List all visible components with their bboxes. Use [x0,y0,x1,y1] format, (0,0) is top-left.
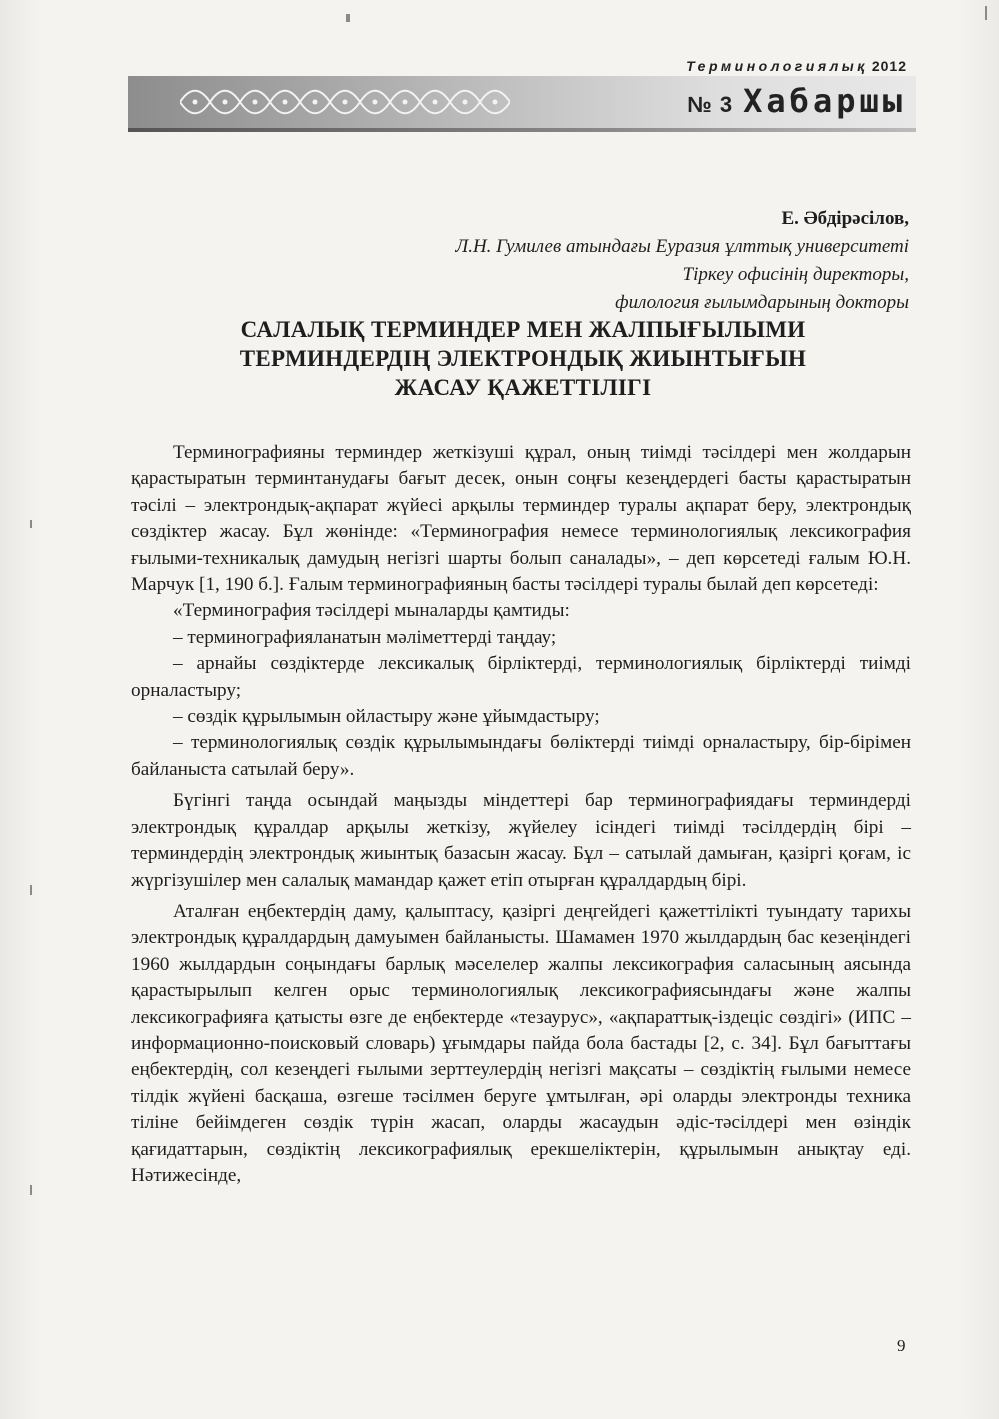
banner-underline [128,128,916,132]
journal-name: Хабаршы [743,82,906,120]
body-paragraph: Аталған еңбектердің даму, қалыптасу, қазіргі деңгейдегі қажеттілікті туындату тарихы электрондық құралдардың дамуымен байланысты. Шамамен 1970 жылдардың бас кезеңіндегі 1960 жылдардын соңындағы барлық мәселелер жалпы лексикография саласының аясында қарастырылып келген орыс терминологиялық лексикографиясындағы және жалпы лексикографияға қатысты өзге де еңбектерде «тезаурус», «ақпараттық-іздеціс сөздігі» (ИПС – информационно-поисковый словарь) ұғымдары пайда бола бастады [2, с. 34]. Бұл бағыттағы еңбектердің, сол кезеңдегі ғылыми зерттеулердің негізгі мақсаты – сөздіктің ғылыми немесе тілдік жүйені басқаша, өзгеше тәсілмен беруге ұмтылған, әрі оларды электронды техника тіліне бейімдеген сөздік түрін жасап, оларды жасаудын әдіс-тәсілдері мен өзіндік қағидаттарын, сөздіктің лексикографиялық ерекшеліктерін, құрылымын анықтау еді. Нәтижесінде, [131,900,911,1186]
journal-banner [128,76,916,128]
author-block [289,205,909,317]
article-title-line: САЛАЛЫҚ ТЕРМИНДЕР МЕН ЖАЛПЫҒЫЛЫМИ [240,317,806,342]
journal-title: Терминологиялық [686,58,868,74]
quote-list-item: – сөздік құрылымын ойластыру және ұйымдастыру; [173,706,600,728]
article-title [130,315,916,402]
author-name: Е. Әбдірәсілов, [781,208,909,229]
issue-number: № 3 [687,92,734,117]
journal-running-header [686,58,907,74]
body-paragraph: Бүгінгі таңда осындай маңызды міндеттері бар терминографиядағы терминдерді электрондық құралдар арқылы жеткізу, жүйелеу ісіндегі тиімді тәсілдердің бірі – терминдердің электрондық жиынтық базасын жасау. Бұл – сатылай дамыған, қазіргі қоғам, іс жүргізушілер мен салалық мамандар қажет етіп отырған құралдардың бірі. [131,790,911,891]
article-title-line: ЖАСАУ ҚАЖЕТТІЛІГІ [394,375,652,400]
author-affiliation: Л.Н. Гумилев атындағы Еуразия ұлттық университеті [455,236,909,257]
scan-artifact-mark [30,1185,32,1195]
scan-artifact-mark [985,6,987,20]
quote-list-item: – терминологиялық сөздік құрылымындағы бөліктерді тиімді орналастыру, бір-бірімен байланыста сатылай беру». [131,732,911,780]
article-body [131,440,911,1189]
author-position: Тіркеу офисінің директоры, [682,264,909,285]
scan-artifact-mark [30,520,32,528]
quote-intro: «Терминография тәсілдері мыналарды қамтиды: [173,600,570,622]
journal-year: 2012 [871,58,907,74]
ornament-band-icon [180,85,510,119]
quote-list-item: – терминографияланатын мәліметтерді таңдау; [173,626,557,648]
author-degree: филология ғылымдарының докторы [615,292,909,313]
article-title-line: ТЕРМИНДЕРДІҢ ЭЛЕКТРОНДЫҚ ЖИЫНТЫҒЫН [239,346,807,371]
quote-list-item: – арнайы сөздіктерде лексикалық бірліктерді, терминологиялық бірліктерді тиімді орналастыру; [131,653,911,701]
scan-artifact-mark [346,14,350,22]
scan-artifact-mark [30,885,32,895]
body-paragraph: Терминографияны терминдер жеткізуші құрал, оның тиімді тәсілдері мен жолдарын қарастыратын терминтанудағы бағыт десек, онын соңғы кезеңдердегі басты қарастыратын тәсілі – электрондық-ақпарат жүйесі арқылы терминдер туралы ақпарат беру, электрондық сөздіктер жасау. Бұл жөнінде: «Терминография немесе терминологиялық лексикография ғылыми-техникалық дамудың негізгі шарты болып саналады», – деп көрсетеді ғалым Ю.Н. Марчук [1, 190 б.]. Ғалым терминографияның басты тәсілдері туралы былай деп көрсетеді: [131,442,911,596]
page-number: 9 [897,1336,906,1355]
issue-label [687,82,906,120]
